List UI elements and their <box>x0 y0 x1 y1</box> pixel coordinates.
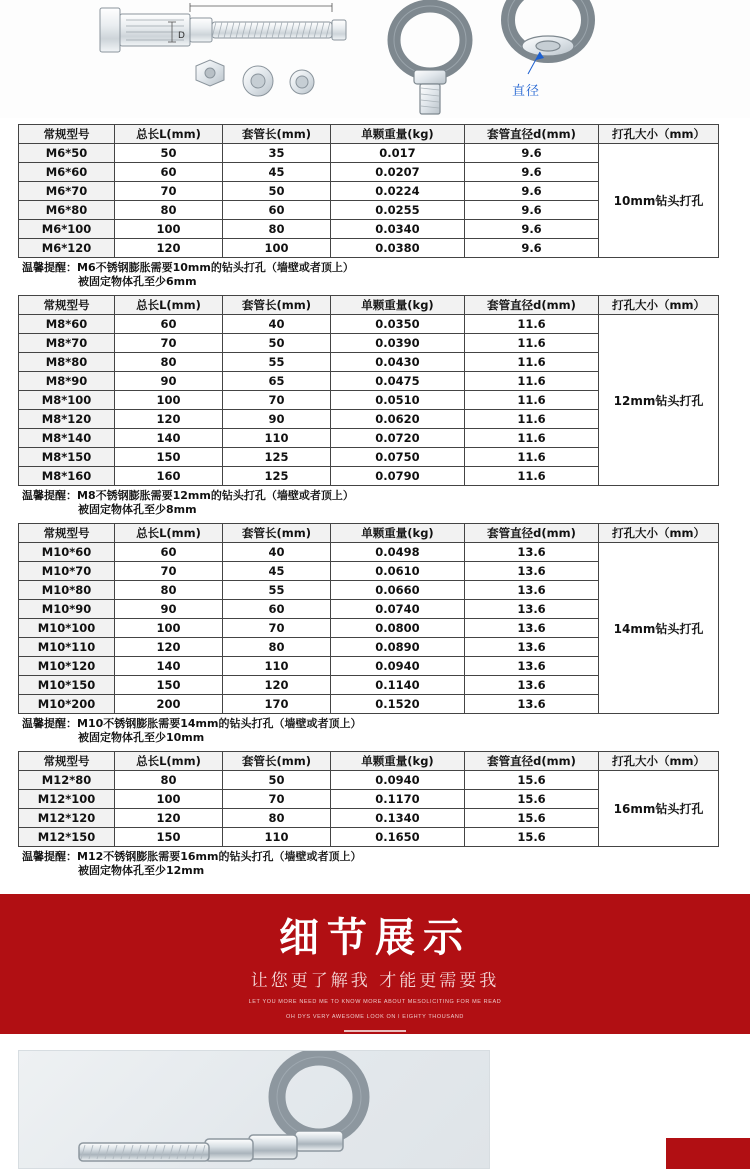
col-header-sleeve-diameter: 套管直径d(mm) <box>465 125 599 144</box>
cell-sleeve-length: 55 <box>223 353 331 372</box>
cell-sleeve-length: 120 <box>223 676 331 695</box>
cell-sleeve-length: 170 <box>223 695 331 714</box>
spec-table-block-m8 <box>18 295 732 517</box>
col-header-drill-size: 打孔大小（mm） <box>599 524 719 543</box>
col-header-drill-size: 打孔大小（mm） <box>599 752 719 771</box>
cell-sleeve-diameter: 11.6 <box>465 334 599 353</box>
spec-table-block-m10 <box>18 523 732 745</box>
cell-sleeve-length: 60 <box>223 600 331 619</box>
cell-sleeve-diameter: 13.6 <box>465 676 599 695</box>
col-header-model: 常规型号 <box>19 125 115 144</box>
cell-drill-note: 16mm钻头打孔 <box>599 771 719 847</box>
cell-weight: 0.0740 <box>331 600 465 619</box>
cell-weight: 0.0940 <box>331 657 465 676</box>
note-line-1: 温馨提醒：M6不锈钢膨胀需要10mm的钻头打孔（墙壁或者顶上） <box>22 261 354 274</box>
spec-table-block-m6 <box>18 124 732 289</box>
cell-sleeve-length: 70 <box>223 619 331 638</box>
table-header-row <box>19 524 719 543</box>
cell-length: 60 <box>115 163 223 182</box>
cell-length: 140 <box>115 657 223 676</box>
cell-sleeve-length: 110 <box>223 429 331 448</box>
col-header-sleeve-diameter: 套管直径d(mm) <box>465 524 599 543</box>
cell-drill-note: 14mm钻头打孔 <box>599 543 719 714</box>
cell-model: M6*80 <box>19 201 115 220</box>
spec-table-m8 <box>18 295 719 486</box>
note-line-2: 被固定物体孔至少6mm <box>78 275 197 288</box>
cell-sleeve-length: 45 <box>223 163 331 182</box>
cell-sleeve-diameter: 13.6 <box>465 695 599 714</box>
col-header-sleeve-length: 套管长(mm) <box>223 524 331 543</box>
cell-drill-note: 12mm钻头打孔 <box>599 315 719 486</box>
cell-model: M10*200 <box>19 695 115 714</box>
col-header-length: 总长L(mm) <box>115 125 223 144</box>
cell-length: 50 <box>115 144 223 163</box>
cell-model: M6*100 <box>19 220 115 239</box>
cell-weight: 0.0224 <box>331 182 465 201</box>
cell-sleeve-length: 110 <box>223 828 331 847</box>
cell-sleeve-diameter: 9.6 <box>465 144 599 163</box>
diameter-callout-label: 直径 <box>512 84 541 99</box>
table-header-row <box>19 296 719 315</box>
cell-weight: 0.0207 <box>331 163 465 182</box>
cell-model: M8*150 <box>19 448 115 467</box>
cell-model: M10*80 <box>19 581 115 600</box>
cell-model: M10*60 <box>19 543 115 562</box>
cell-sleeve-length: 90 <box>223 410 331 429</box>
spec-table-block-m12 <box>18 751 732 878</box>
cell-length: 90 <box>115 372 223 391</box>
cell-sleeve-diameter: 13.6 <box>465 657 599 676</box>
cell-model: M10*70 <box>19 562 115 581</box>
col-header-sleeve-length: 套管长(mm) <box>223 125 331 144</box>
details-banner <box>0 894 750 1034</box>
table-row <box>19 543 719 562</box>
cell-model: M12*150 <box>19 828 115 847</box>
cell-weight: 0.0790 <box>331 467 465 486</box>
cell-weight: 0.0390 <box>331 334 465 353</box>
cell-length: 70 <box>115 182 223 201</box>
cell-length: 120 <box>115 239 223 258</box>
cell-length: 100 <box>115 619 223 638</box>
cell-sleeve-length: 125 <box>223 448 331 467</box>
cell-sleeve-diameter: 11.6 <box>465 391 599 410</box>
cell-length: 120 <box>115 809 223 828</box>
table-note-m8 <box>18 486 732 517</box>
cell-weight: 0.1170 <box>331 790 465 809</box>
col-header-drill-size: 打孔大小（mm） <box>599 296 719 315</box>
note-line-2: 被固定物体孔至少12mm <box>78 864 205 877</box>
cell-model: M12*80 <box>19 771 115 790</box>
cell-sleeve-diameter: 15.6 <box>465 771 599 790</box>
col-header-model: 常规型号 <box>19 296 115 315</box>
spec-table-m6 <box>18 124 719 258</box>
cell-sleeve-length: 55 <box>223 581 331 600</box>
cell-sleeve-diameter: 9.6 <box>465 201 599 220</box>
cell-sleeve-length: 80 <box>223 809 331 828</box>
decorative-red-block <box>666 1138 750 1169</box>
cell-sleeve-diameter: 13.6 <box>465 619 599 638</box>
cell-sleeve-length: 35 <box>223 144 331 163</box>
banner-tagline-line-2: OH DYS VERY AWESOME LOOK ON I EIGHTY THOUSAND <box>286 1014 464 1020</box>
table-row <box>19 771 719 790</box>
cell-model: M8*120 <box>19 410 115 429</box>
cell-sleeve-diameter: 11.6 <box>465 410 599 429</box>
cell-length: 90 <box>115 600 223 619</box>
spec-table-m12 <box>18 751 719 847</box>
cell-model: M8*160 <box>19 467 115 486</box>
cell-sleeve-length: 50 <box>223 182 331 201</box>
cell-sleeve-diameter: 9.6 <box>465 182 599 201</box>
cell-length: 70 <box>115 562 223 581</box>
cell-weight: 0.0660 <box>331 581 465 600</box>
cell-weight: 0.0255 <box>331 201 465 220</box>
cell-model: M6*120 <box>19 239 115 258</box>
cell-model: M6*50 <box>19 144 115 163</box>
col-header-drill-size: 打孔大小（mm） <box>599 125 719 144</box>
cell-sleeve-diameter: 11.6 <box>465 315 599 334</box>
cell-sleeve-diameter: 11.6 <box>465 353 599 372</box>
col-header-length: 总长L(mm) <box>115 296 223 315</box>
col-header-length: 总长L(mm) <box>115 524 223 543</box>
cell-sleeve-diameter: 11.6 <box>465 372 599 391</box>
product-photo <box>18 1050 490 1169</box>
cell-sleeve-diameter: 9.6 <box>465 220 599 239</box>
cell-model: M8*140 <box>19 429 115 448</box>
cell-sleeve-length: 80 <box>223 220 331 239</box>
cell-weight: 0.0890 <box>331 638 465 657</box>
col-header-model: 常规型号 <box>19 752 115 771</box>
cell-length: 100 <box>115 790 223 809</box>
banner-divider <box>344 1030 406 1032</box>
cell-sleeve-diameter: 11.6 <box>465 467 599 486</box>
cell-model: M10*100 <box>19 619 115 638</box>
cell-sleeve-diameter: 9.6 <box>465 239 599 258</box>
col-header-length: 总长L(mm) <box>115 752 223 771</box>
cell-model: M8*90 <box>19 372 115 391</box>
cell-sleeve-diameter: 9.6 <box>465 163 599 182</box>
detail-photo-section <box>0 1034 750 1169</box>
cell-sleeve-diameter: 13.6 <box>465 562 599 581</box>
eye-bolt-photo-art <box>19 1051 490 1169</box>
cell-model: M8*80 <box>19 353 115 372</box>
cell-sleeve-diameter: 13.6 <box>465 638 599 657</box>
cell-weight: 0.0430 <box>331 353 465 372</box>
banner-subtitle: 让您更了解我 才能更需要我 <box>250 971 500 991</box>
cell-model: M10*120 <box>19 657 115 676</box>
cell-model: M10*90 <box>19 600 115 619</box>
svg-text:D: D <box>178 31 185 41</box>
cell-sleeve-diameter: 15.6 <box>465 790 599 809</box>
table-header-row <box>19 125 719 144</box>
cell-weight: 0.0940 <box>331 771 465 790</box>
cell-model: M8*70 <box>19 334 115 353</box>
table-row <box>19 144 719 163</box>
table-note-m10 <box>18 714 732 745</box>
cell-length: 150 <box>115 448 223 467</box>
cell-model: M10*150 <box>19 676 115 695</box>
note-line-1: 温馨提醒：M10不锈钢膨胀需要14mm的钻头打孔（墙壁或者顶上） <box>22 717 362 730</box>
cell-model: M8*100 <box>19 391 115 410</box>
cell-length: 150 <box>115 828 223 847</box>
cell-length: 140 <box>115 429 223 448</box>
cell-weight: 0.1650 <box>331 828 465 847</box>
cell-length: 120 <box>115 410 223 429</box>
cell-length: 80 <box>115 771 223 790</box>
col-header-weight: 单颗重量(kg) <box>331 296 465 315</box>
cell-weight: 0.0350 <box>331 315 465 334</box>
col-header-sleeve-diameter: 套管直径d(mm) <box>465 752 599 771</box>
cell-sleeve-diameter: 15.6 <box>465 828 599 847</box>
cell-model: M12*100 <box>19 790 115 809</box>
cell-length: 150 <box>115 676 223 695</box>
cell-sleeve-diameter: 13.6 <box>465 581 599 600</box>
col-header-weight: 单颗重量(kg) <box>331 524 465 543</box>
cell-model: M6*70 <box>19 182 115 201</box>
banner-title: 细节展示 <box>279 915 471 961</box>
banner-tagline-line-1: LET YOU MORE NEED ME TO KNOW MORE ABOUT MESOLICITING FOR ME READ <box>248 999 502 1005</box>
note-line-1: 温馨提醒：M12不锈钢膨胀需要16mm的钻头打孔（墙壁或者顶上） <box>22 850 362 863</box>
cell-length: 100 <box>115 391 223 410</box>
table-note-m12 <box>18 847 732 878</box>
note-line-2: 被固定物体孔至少10mm <box>78 731 205 744</box>
cell-length: 160 <box>115 467 223 486</box>
cell-weight: 0.0475 <box>331 372 465 391</box>
cell-weight: 0.0800 <box>331 619 465 638</box>
cell-sleeve-length: 70 <box>223 391 331 410</box>
cell-weight: 0.1140 <box>331 676 465 695</box>
cell-length: 60 <box>115 543 223 562</box>
col-header-sleeve-diameter: 套管直径d(mm) <box>465 296 599 315</box>
col-header-weight: 单颗重量(kg) <box>331 752 465 771</box>
table-note-m6 <box>18 258 732 289</box>
spec-table-m10 <box>18 523 719 714</box>
cell-sleeve-diameter: 15.6 <box>465 809 599 828</box>
cell-sleeve-length: 110 <box>223 657 331 676</box>
cell-sleeve-length: 125 <box>223 467 331 486</box>
cell-sleeve-length: 50 <box>223 334 331 353</box>
cell-length: 80 <box>115 581 223 600</box>
cell-weight: 0.0720 <box>331 429 465 448</box>
cell-sleeve-length: 100 <box>223 239 331 258</box>
cell-weight: 0.0498 <box>331 543 465 562</box>
table-row <box>19 315 719 334</box>
cell-weight: 0.0380 <box>331 239 465 258</box>
cell-weight: 0.0610 <box>331 562 465 581</box>
col-header-sleeve-length: 套管长(mm) <box>223 296 331 315</box>
hardware-line-art <box>0 0 750 118</box>
cell-length: 70 <box>115 334 223 353</box>
cell-weight: 0.0750 <box>331 448 465 467</box>
cell-weight: 0.0620 <box>331 410 465 429</box>
cell-sleeve-diameter: 13.6 <box>465 600 599 619</box>
cell-model: M10*110 <box>19 638 115 657</box>
cell-drill-note: 10mm钻头打孔 <box>599 144 719 258</box>
table-header-row <box>19 752 719 771</box>
cell-sleeve-diameter: 13.6 <box>465 543 599 562</box>
cell-sleeve-diameter: 11.6 <box>465 429 599 448</box>
product-illustration <box>0 0 750 118</box>
cell-model: M12*120 <box>19 809 115 828</box>
cell-length: 200 <box>115 695 223 714</box>
cell-length: 100 <box>115 220 223 239</box>
cell-sleeve-length: 50 <box>223 771 331 790</box>
cell-weight: 0.1520 <box>331 695 465 714</box>
cell-sleeve-length: 70 <box>223 790 331 809</box>
cell-model: M6*60 <box>19 163 115 182</box>
cell-weight: 0.1340 <box>331 809 465 828</box>
cell-weight: 0.0510 <box>331 391 465 410</box>
col-header-sleeve-length: 套管长(mm) <box>223 752 331 771</box>
col-header-weight: 单颗重量(kg) <box>331 125 465 144</box>
note-line-1: 温馨提醒：M8不锈钢膨胀需要12mm的钻头打孔（墙壁或者顶上） <box>22 489 354 502</box>
cell-sleeve-length: 65 <box>223 372 331 391</box>
cell-length: 80 <box>115 353 223 372</box>
cell-weight: 0.017 <box>331 144 465 163</box>
cell-sleeve-length: 45 <box>223 562 331 581</box>
cell-sleeve-length: 40 <box>223 315 331 334</box>
cell-model: M8*60 <box>19 315 115 334</box>
cell-sleeve-diameter: 11.6 <box>465 448 599 467</box>
cell-sleeve-length: 40 <box>223 543 331 562</box>
cell-length: 120 <box>115 638 223 657</box>
cell-weight: 0.0340 <box>331 220 465 239</box>
cell-length: 60 <box>115 315 223 334</box>
cell-sleeve-length: 60 <box>223 201 331 220</box>
cell-sleeve-length: 80 <box>223 638 331 657</box>
spec-tables <box>0 118 750 894</box>
col-header-model: 常规型号 <box>19 524 115 543</box>
cell-length: 80 <box>115 201 223 220</box>
note-line-2: 被固定物体孔至少8mm <box>78 503 197 516</box>
